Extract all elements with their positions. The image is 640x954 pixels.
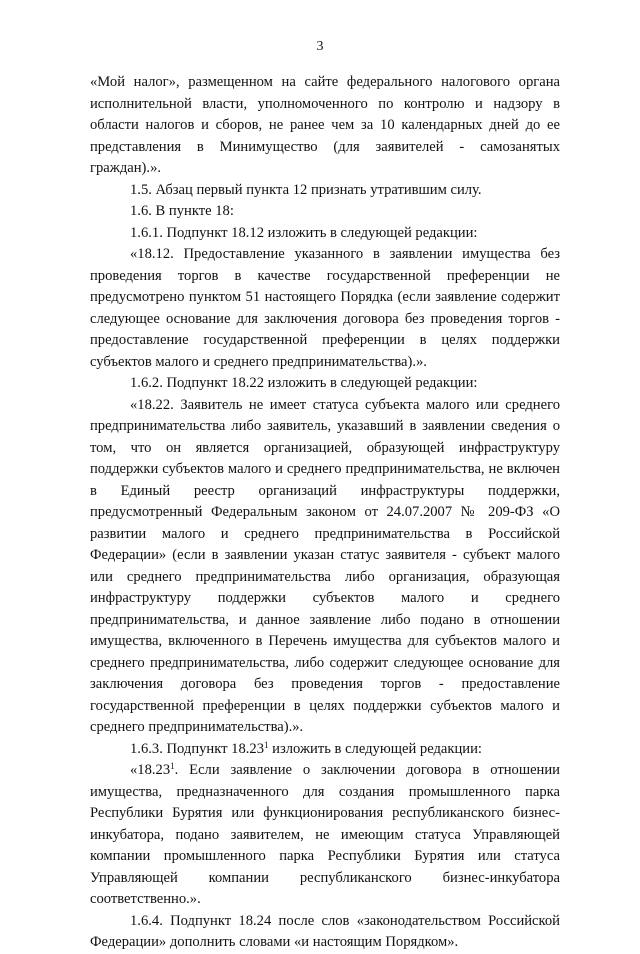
paragraph — [90, 739, 560, 761]
paragraph-text: «18.23 — [130, 762, 171, 778]
superscript: 1 — [264, 739, 269, 750]
paragraph-text: 1.6.4. Подпункт 18.24 после слов «законодательством Российской Федерации» дополнить словами «и настоящим Порядком». — [90, 912, 560, 950]
paragraph — [90, 180, 560, 202]
paragraph-text: 1.6.3. Подпункт 18.23 — [130, 740, 265, 757]
paragraph-text: 1.5. Абзац первый пункта 12 признать утратившим силу. — [130, 181, 482, 198]
paragraph-text: 1.6.2. Подпункт 18.22 изложить в следующей редакции: — [130, 375, 478, 391]
paragraph-text: «18.12. Предоставление указанного в заявлении имущества без проведения торгов в качестве государственной преференции не предусмотрено пунктом 51 настоящего Порядка (если заявление содержит следующее основание для заключения договора без проведения торгов - предоставление государственной преференции в целях поддержки субъектов малого и среднего предпринимательства).». — [90, 246, 560, 370]
superscript: 1 — [170, 761, 175, 771]
paragraph-text: . Если заявление о заключении договора в отношении имущества, предназначенного для создания промышленного парка Республики Бурятия или функционирования республиканского бизнес-инкубатора, подано заявителем, не имеющим статуса Управляющей компании промышленного парка Республики Бурятия или статуса Управляющей компании республиканского бизнес-инкубатора соответственно.». — [90, 762, 560, 907]
document-body — [90, 72, 560, 954]
page-number: 3 — [316, 39, 324, 54]
paragraph-text: «18.22. Заявитель не имеет статуса субъекта малого или среднего предпринимательства либо заявитель, указавший в заявлении сведения о том, что он является организацией, образующей инфраструктуру поддержки субъектов малого и среднего предпринимательства, не включен в Единый реестр организаций инфраструктуры поддержки, предусмотренный Федеральным законом от 24.07.2007 № 209-ФЗ «О развитии малого и среднего предпринимательства в Российской Федерации» (если в заявлении указан статус заявителя - субъект малого или среднего предпринимательства либо организация, образующая инфраструктуру поддержки субъектов малого и среднего предпринимательства, и данное заявление либо подано в отношении имущества, включенного в Перечень имущества для субъектов малого и среднего предпринимательства, либо содержит следующее основание для заключения договора без проведения торгов - предоставление государственной преференции в целях поддержки субъектов малого и среднего предпринимательства).». — [90, 396, 560, 735]
paragraph-text: 1.6.1. Подпункт 18.12 изложить в следующей редакции: — [130, 224, 478, 241]
paragraph — [90, 72, 560, 180]
paragraph — [90, 201, 560, 223]
paragraph — [90, 373, 560, 395]
paragraph — [90, 760, 560, 911]
paragraph — [90, 223, 560, 245]
paragraph — [90, 244, 560, 373]
paragraph — [90, 911, 560, 954]
paragraph — [90, 395, 560, 739]
paragraph-text: изложить в следующей редакции: — [268, 740, 482, 757]
paragraph-text: «Мой налог», размещенном на сайте федерального налогового органа исполнительной власти, уполномоченного по контролю и надзору в области налогов и сборов, не ранее чем за 10 календарных дней до ее представления в Минимущество (для заявителей - самозанятых граждан).». — [90, 74, 560, 176]
paragraph-text: 1.6. В пункте 18: — [130, 203, 234, 219]
